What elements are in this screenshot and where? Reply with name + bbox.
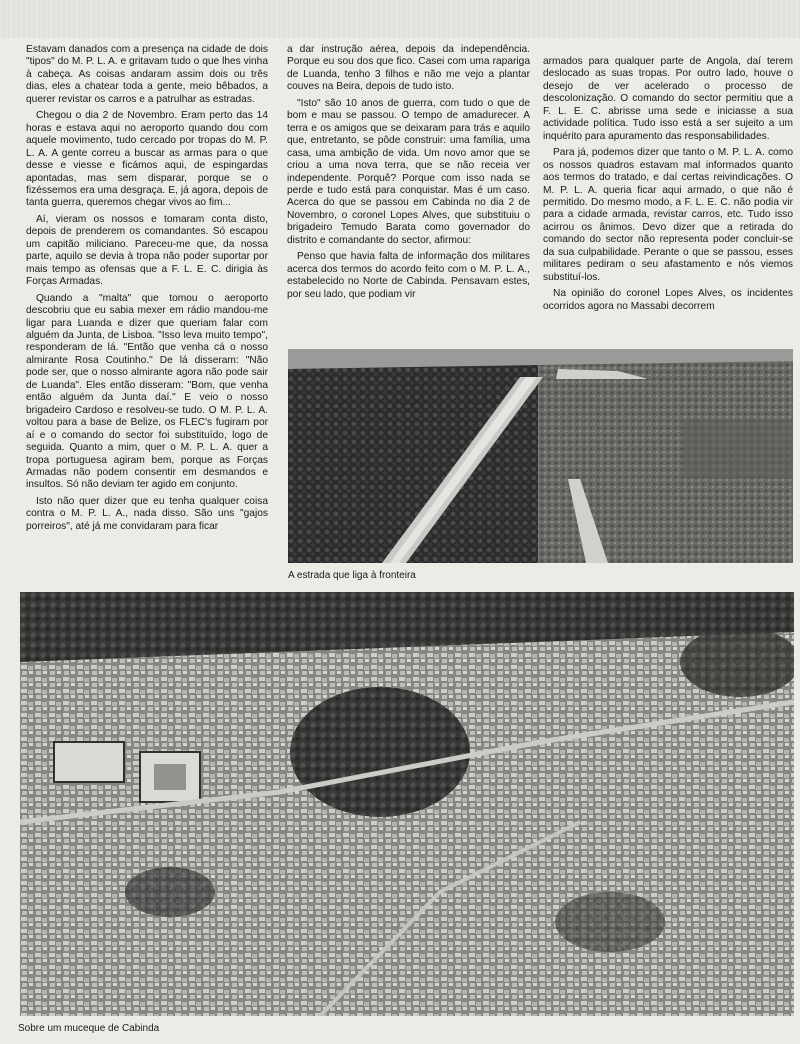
town-photo-caption: Sobre um muceque de Cabinda — [18, 1023, 160, 1034]
paragraph: Chegou o dia 2 de Novembro. Eram perto das 14 horas e estava aqui no aeroporto quando dou com aquele movimento, tudo cercado por tropas do M. P. L. A. A gente correu a buscar as armas para o que desse e viesse e ficámos aqui, de espingardas apontadas, mas sem disparar, porque se o fizéssemos era uma desgraça. E, já agora, depois de tanta guerra, queremos chegar vivos ao fim... — [26, 110, 268, 209]
paragraph: Estavam danados com a presença na cidade de dois "tipos" do M. P. L. A. e gritavam tudo o que lhes vinha à cabeça. As coisas andaram assim dois ou três dias, eles a chatear toda a gente, meio bêbados, a querer revistar os carros e a patrulhar as estradas. — [26, 44, 268, 105]
paragraph: armados para qualquer parte de Angola, daí terem deslocado as suas tropas. Por outro lado, houve o desejo de ver acelerado o processo de descolonização. O comando do sector permitiu que a F. L. E. C. abrisse uma sede e iniciasse a sua actividade política. Tudo isso está a ser sujeito a um inquérito para apuramento das responsabilidades. — [543, 56, 793, 142]
paragraph: Na opinião do coronel Lopes Alves, os incidentes ocorridos agora no Massabi decorrem — [543, 288, 793, 312]
road-photo-caption: A estrada que liga à fronteira — [288, 570, 416, 581]
road-photo — [288, 349, 793, 563]
paragraph: "Isto" são 10 anos de guerra, com tudo o que de bom e mau se passou. O tempo de amadurecer. A terra e os amigos que se deixaram para trás e aquilo que, entretanto, se pôde construir: uma família, uma casa, uma ambição de vida. Um novo amor que se criou a uma nova terra, que se não receia ver independente. Porquê? Porque com isso nada se perde e tudo está para conquistar. Mas é um caso. Acerca do que se passou em Cabinda no dia 2 de Novembro, o coronel Lopes Alves, que substituiu o brigadeiro Temudo Barata como governador do distrito e comandante do sector, afirmou: — [287, 97, 530, 246]
paragraph: Penso que havia falta de informação dos militares acerca dos termos do acordo feito com o M. P. L. A., estabelecido no Norte de Cabinda. Pensavam estes, por seu lado, que podiam vir — [287, 251, 530, 300]
paragraph: Aí, vieram os nossos e tomaram conta disto, depois de prenderem os comandantes. Só escapou um capitão miliciano. Pareceu-me que, da nossa parte, aquilo se devia à tropa não poder suportar por mais tempo as ofensas que a F. L. E. C. dirigia às Forças Armadas. — [26, 213, 268, 288]
paragraph: Para já, podemos dizer que tanto o M. P. L. A. como os nossos quadros estavam mal informados quanto aos termos do tratado, e daí certas reivindicações. O M. P. L. A. queria ficar aqui armado, o que não é permitido. Do mesmo modo, a F. L. E. C. não podia vir para a cidade armada, revistar carros, etc. Tudo isso acirrou os ânimos. Devo dizer que a retirada do comando do sector não representa poder concluir-se da sua culpabilidade. Perante o que se passou, esses militares pediram o seu afastamento e nós viemos substituí-los. — [543, 147, 793, 283]
town-aerial-photo — [20, 592, 794, 1016]
article-column-3 — [543, 56, 793, 313]
article-column-2 — [287, 44, 530, 301]
scan-top-edge — [0, 0, 800, 38]
paragraph: Isto não quer dizer que eu tenha qualquer coisa contra o M. P. L. A., nada disso. São uns "gajos porreiros", até já me convidaram para ficar — [26, 495, 268, 532]
paragraph: a dar instrução aérea, depois da independência. Porque eu sou dos que fico. Casei com uma rapariga de Luanda, tenho 3 filhos e não me vejo a plantar couves na Beira, depois de tudo isto. — [287, 44, 530, 93]
article-column-1 — [26, 44, 268, 533]
paragraph: Quando a "malta" que tomou o aeroporto descobriu que eu sabia mexer em rádio mandou-me ligar para Luanda e dizer que queriam falar com alguém da Junta, de Lisboa. "Isso leva muito tempo", responderam de lá. "Então que venha cá o nosso almirante Rosa Coutinho." De lá disseram: "Não pode ser, que o nosso almirante agora não pode sair de Luanda". Eles então disseram: "Bom, que venha então alguém da Junta daí." E veio o nosso brigadeiro Cardoso e resolveu-se tudo. O M. P. L. A. voltou para a base de Belize, os FLEC's fugiram por aí e o comando do sector foi substituído, logo de seguida. Quanto a mim, quer o M. P. L. A. quer a tropa portuguesa agiram bem, porque as Forças Armadas não podem consentir em desmandos e insultos. Só não deviam ter agido em conjunto. — [26, 292, 268, 491]
